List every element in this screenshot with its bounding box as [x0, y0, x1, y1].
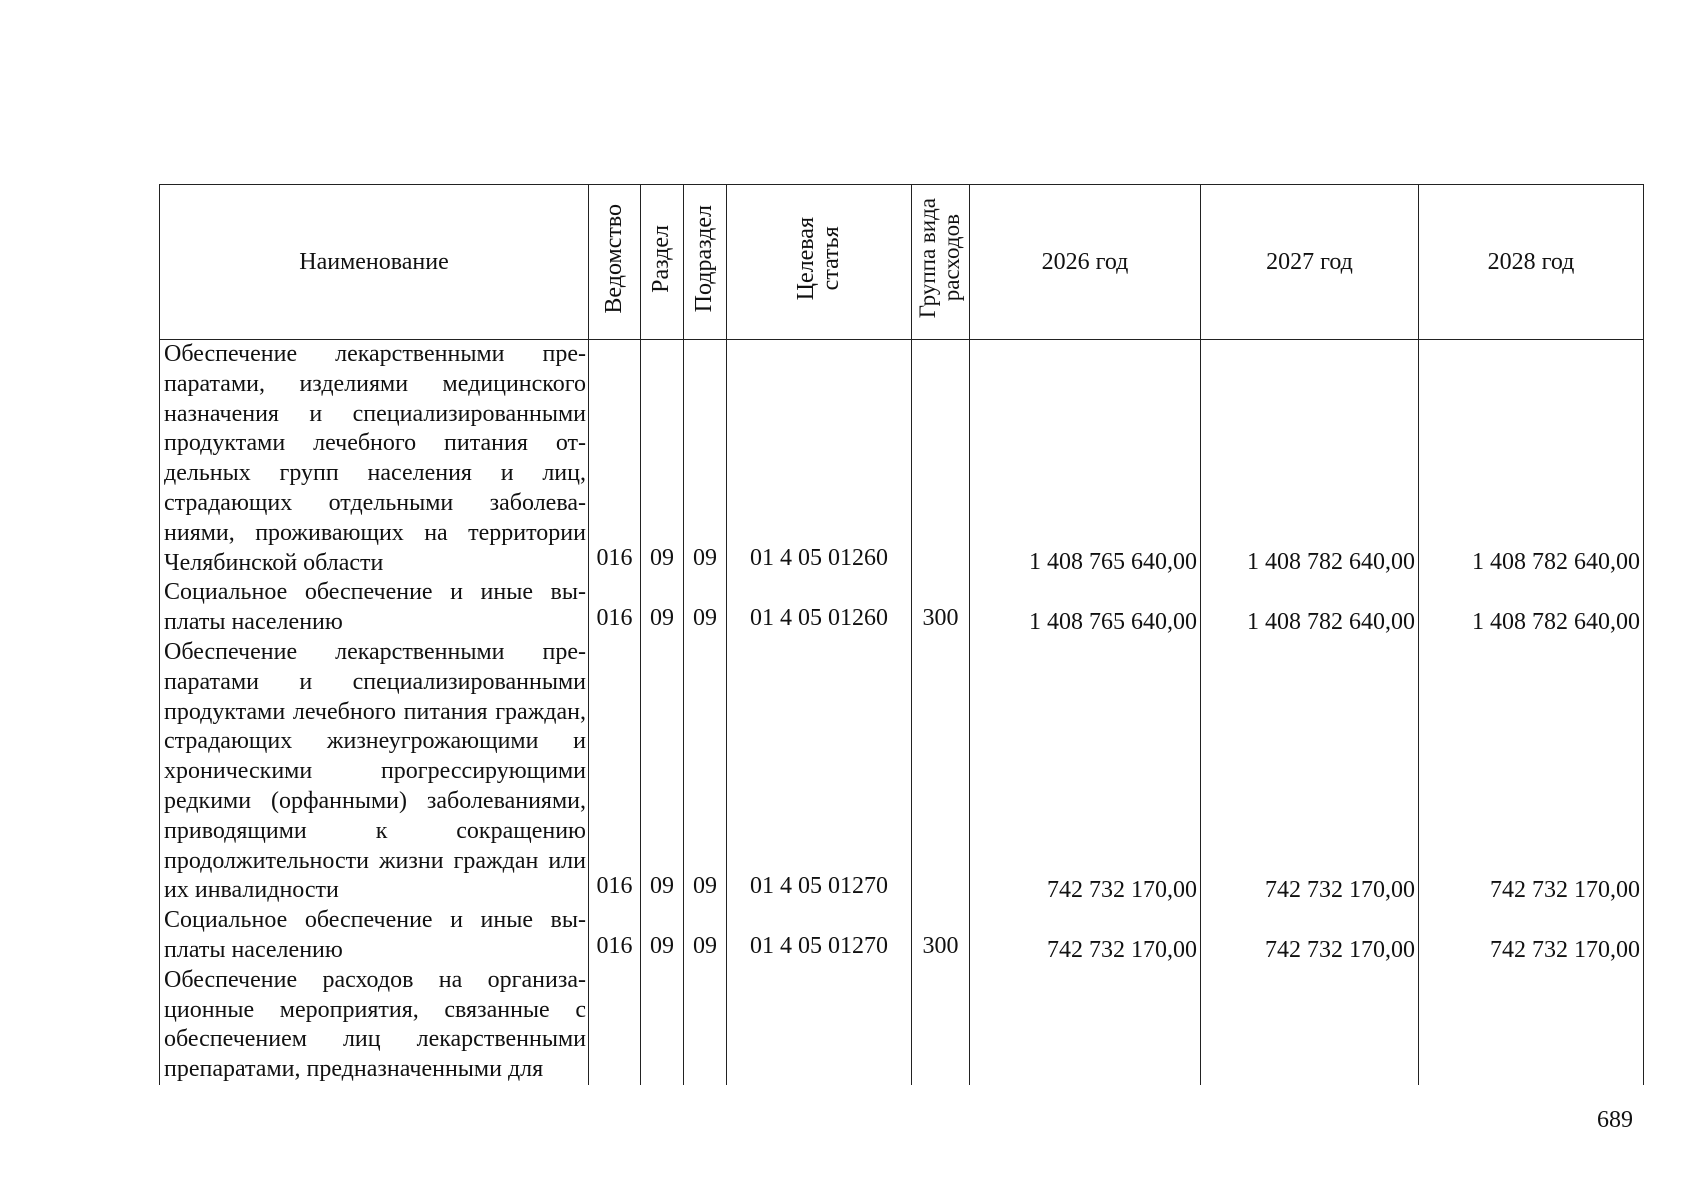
- row-name: Социальное обеспечение и иные выплаты населению: [160, 578, 589, 638]
- header-gruppa: Группа вида расходов: [912, 185, 970, 340]
- row-vedomstvo: [589, 966, 641, 1085]
- header-name: Наименование: [160, 185, 589, 340]
- row-razdel: 09: [641, 340, 684, 579]
- row-2028: 742 732 170,00: [1419, 638, 1644, 906]
- row-celevaya: 01 4 05 01270: [727, 638, 912, 906]
- row-podrazdel: [684, 966, 727, 1085]
- row-name: Социальное обеспечение и иные выплаты населению: [160, 906, 589, 966]
- row-name: Обеспечение лекарственными препаратами, изделиями медицинского назначения и специализированными продуктами лечебного питания отдельных групп населения и лиц, страдающих отдельными заболеваниями, проживающих на территории Челябинской области: [160, 340, 589, 579]
- row-name: Обеспечение расходов на организационные мероприятия, связанные с обеспечением лиц лекарственными препаратами, предназначенными для: [160, 966, 589, 1085]
- row-podrazdel: 09: [684, 638, 727, 906]
- row-2026: [970, 966, 1201, 1085]
- header-podrazdel: Подраздел: [684, 185, 727, 340]
- row-podrazdel: 09: [684, 340, 727, 579]
- row-2027: 742 732 170,00: [1201, 906, 1419, 966]
- row-vedomstvo: 016: [589, 638, 641, 906]
- page-number: 689: [1597, 1107, 1633, 1133]
- budget-table: [159, 184, 1644, 1085]
- row-podrazdel: 09: [684, 578, 727, 638]
- row-podrazdel: 09: [684, 906, 727, 966]
- header-row: [160, 185, 1644, 340]
- row-vedomstvo: 016: [589, 906, 641, 966]
- row-2026: 1 408 765 640,00: [970, 578, 1201, 638]
- row-celevaya: [727, 966, 912, 1085]
- row-gruppa: [912, 638, 970, 906]
- row-vedomstvo: 016: [589, 340, 641, 579]
- row-celevaya: 01 4 05 01270: [727, 906, 912, 966]
- row-celevaya: 01 4 05 01260: [727, 578, 912, 638]
- row-gruppa: 300: [912, 578, 970, 638]
- row-2028: 1 408 782 640,00: [1419, 578, 1644, 638]
- row-2028: [1419, 966, 1644, 1085]
- row-2027: 1 408 782 640,00: [1201, 340, 1419, 579]
- row-razdel: 09: [641, 906, 684, 966]
- row-2027: 1 408 782 640,00: [1201, 578, 1419, 638]
- row-razdel: [641, 966, 684, 1085]
- row-razdel: 09: [641, 638, 684, 906]
- table-row: [160, 638, 1644, 906]
- row-gruppa: [912, 340, 970, 579]
- row-2027: [1201, 966, 1419, 1085]
- header-2026: 2026 год: [970, 185, 1201, 340]
- row-2027: 742 732 170,00: [1201, 638, 1419, 906]
- header-vedomstvo: Ведомство: [589, 185, 641, 340]
- row-2026: 742 732 170,00: [970, 638, 1201, 906]
- header-2027: 2027 год: [1201, 185, 1419, 340]
- row-2028: 1 408 782 640,00: [1419, 340, 1644, 579]
- row-celevaya: 01 4 05 01260: [727, 340, 912, 579]
- header-celevaya: Целевая статья: [727, 185, 912, 340]
- row-vedomstvo: 016: [589, 578, 641, 638]
- row-2026: 1 408 765 640,00: [970, 340, 1201, 579]
- table-row: [160, 578, 1644, 638]
- header-razdel: Раздел: [641, 185, 684, 340]
- row-2026: 742 732 170,00: [970, 906, 1201, 966]
- row-2028: 742 732 170,00: [1419, 906, 1644, 966]
- table-row: [160, 340, 1644, 579]
- row-name: Обеспечение лекарственными препаратами и специализированными продуктами лечебного питания граждан, страдающих жизнеугрожающими и хроническими прогрессирующими редкими (орфанными) заболеваниями, приводящими к сокращению продолжительности жизни граждан или их инвалидности: [160, 638, 589, 906]
- row-gruppa: [912, 966, 970, 1085]
- table-row: [160, 966, 1644, 1085]
- header-2028: 2028 год: [1419, 185, 1644, 340]
- table-row: [160, 906, 1644, 966]
- row-gruppa: 300: [912, 906, 970, 966]
- page-bottom-blank: [159, 1085, 1643, 1200]
- row-razdel: 09: [641, 578, 684, 638]
